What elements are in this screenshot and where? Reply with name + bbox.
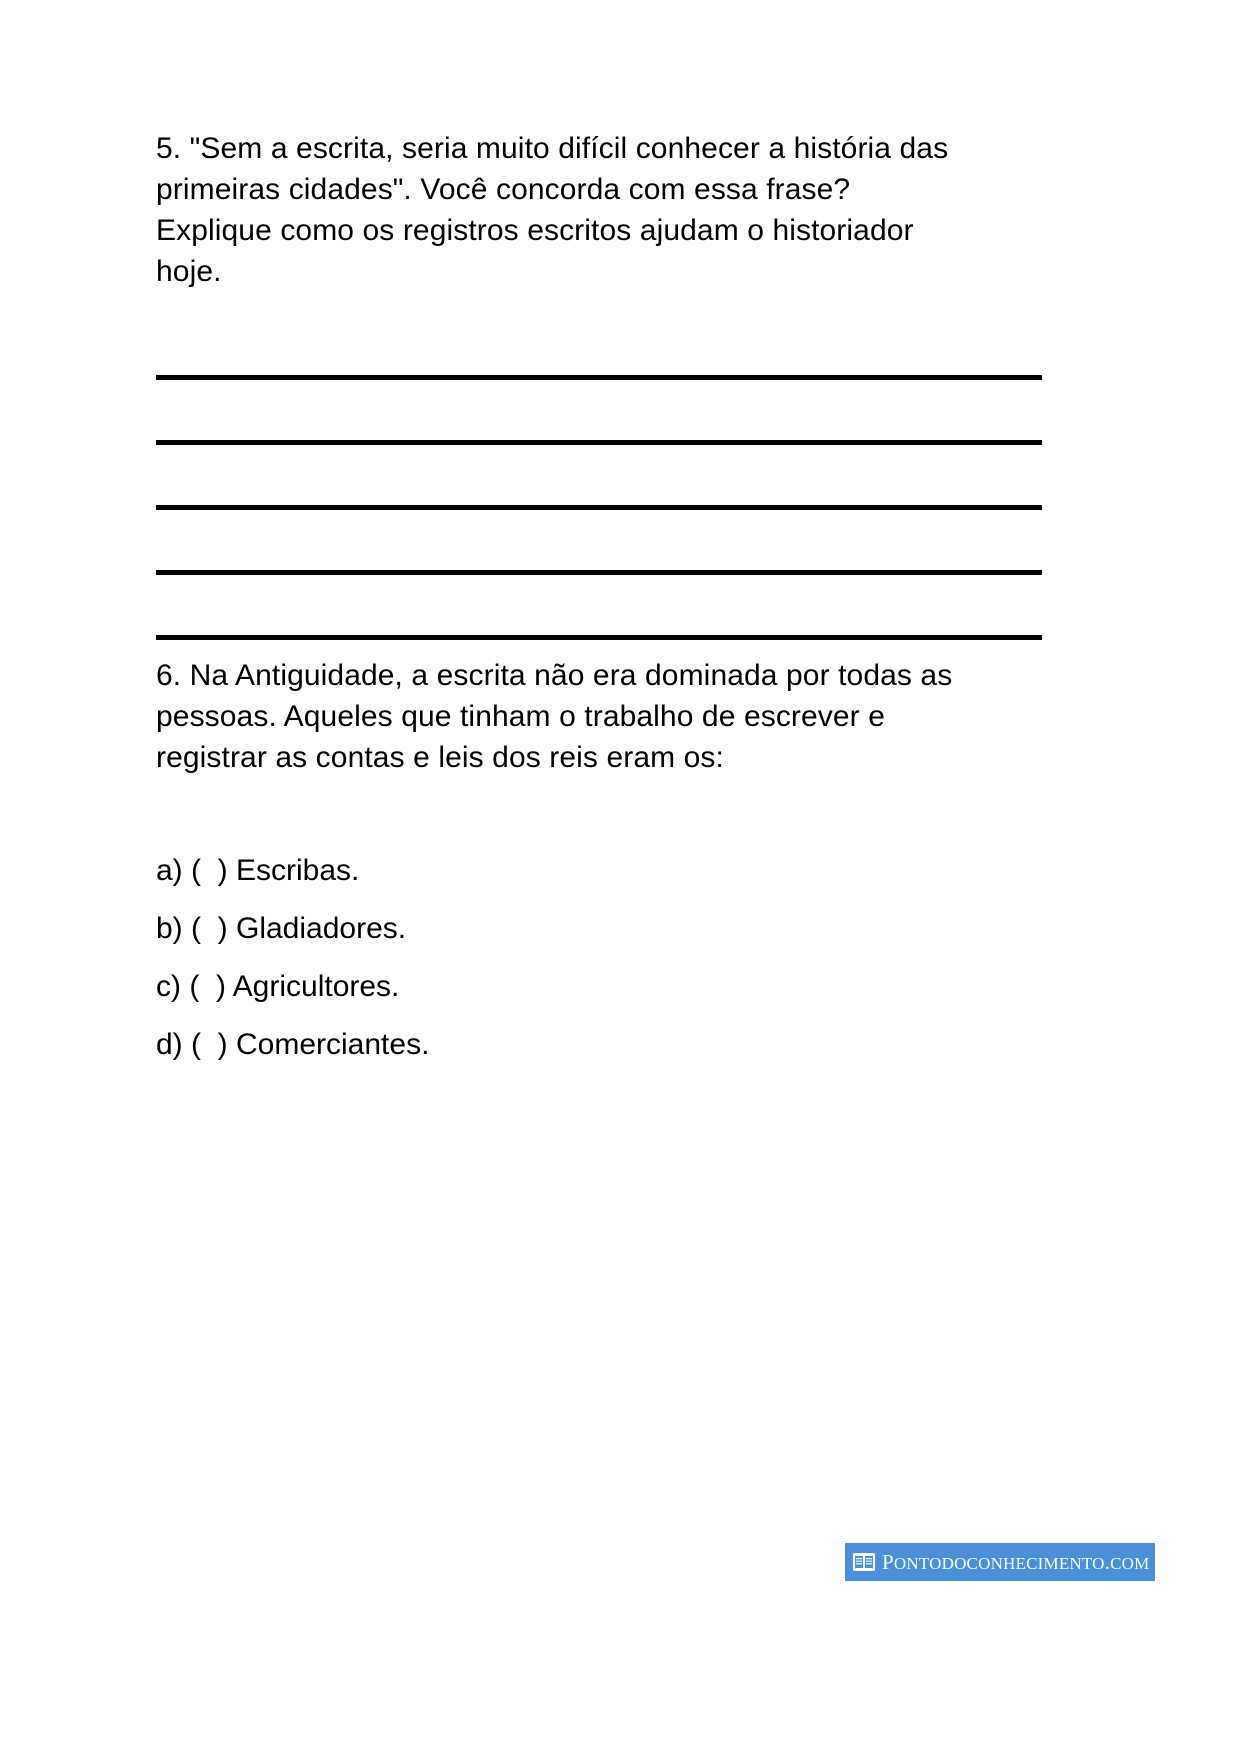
question-6-options — [156, 850, 856, 1082]
option-a[interactable]: a) ( ) Escribas. — [156, 854, 360, 887]
watermark-text-rest: ONTODOCONHECIMENTO — [893, 1553, 1105, 1573]
option-b[interactable]: b) ( ) Gladiadores. — [156, 912, 407, 945]
answer-line — [156, 440, 1042, 445]
question-5-text: 5. "Sem a escrita, seria muito difícil conhecer a história das primeiras cidades". Você concorda com essa frase? Explique como os registros escritos ajudam o historiador hoje. — [156, 132, 957, 288]
question-6-text: 6. Na Antiguidade, a escrita não era dominada por todas as pessoas. Aqueles que tinham o trabalho de escrever e registrar as contas e leis dos reis eram os: — [156, 659, 961, 774]
answer-line — [156, 375, 1042, 380]
watermark-text-dot: . — [1104, 1549, 1111, 1574]
watermark-text-lead: P — [882, 1549, 894, 1574]
site-watermark-badge[interactable] — [845, 1543, 1155, 1581]
answer-lines-group — [156, 375, 1042, 640]
watermark-text — [879, 1549, 1150, 1574]
watermark-text-tld: COM — [1110, 1553, 1150, 1573]
option-d[interactable]: d) ( ) Comerciantes. — [156, 1028, 430, 1061]
answer-line — [156, 505, 1042, 510]
answer-line — [156, 570, 1042, 575]
option-c[interactable]: c) ( ) Agricultores. — [156, 970, 400, 1003]
answer-line — [156, 635, 1042, 640]
book-document-icon — [849, 1547, 879, 1577]
